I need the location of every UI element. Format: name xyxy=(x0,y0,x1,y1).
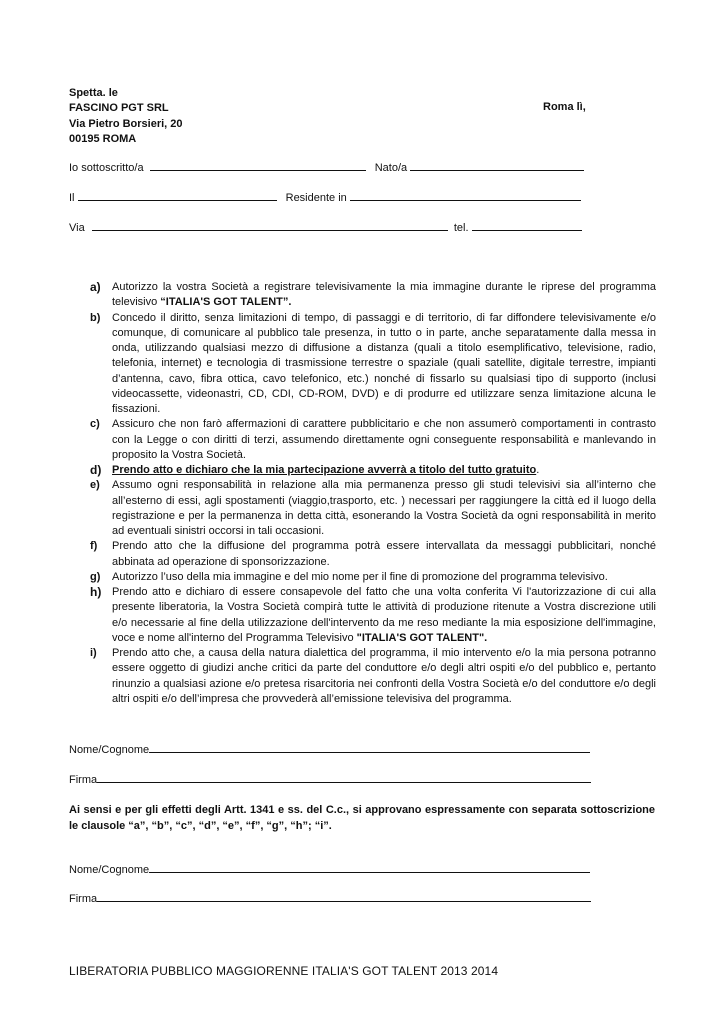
sign-label: Firma xyxy=(69,774,98,786)
clause-e xyxy=(90,478,656,539)
phone-field[interactable] xyxy=(472,220,582,231)
recipient-company: FASCINO PGT SRL xyxy=(69,102,169,115)
clause-text: Autorizzo l’uso della mia immagine e del mio nome per il fine di promozione del programma televisivo. xyxy=(112,570,608,583)
signature-name-line-2 xyxy=(69,862,590,876)
name-label: Nome/Cognome xyxy=(69,864,150,876)
undersigned-label: Io sottoscritto/a xyxy=(69,162,144,174)
sign-field[interactable] xyxy=(97,772,591,783)
clause-h xyxy=(90,585,656,646)
approval-text: Ai sensi e per gli effetti degli Artt. 1341 e ss. del C.c., si approvano espressamente con separata sottoscrizione le clausole “a”, “b”, “c”, “d”, “e”, “f”, “g”, “h”; “i”. xyxy=(69,804,655,832)
recipient-address xyxy=(69,86,183,147)
clause-text: Assumo ogni responsabilità in relazione alla mia permanenza presso gli studi televisivi sia all’interno che all’esterno di essi, agli spostamenti (viaggio,trasporto, etc. ) necessari per raggiungere la città ed il luogo della registrazione e per la permanenza in detta città, esonerando la Vostra Società da ogni responsabilità in merito ad eventuali sinistri occorsi in tali occasioni. xyxy=(112,479,656,537)
date-label: Il xyxy=(69,192,75,204)
clause-key: e) xyxy=(90,479,100,492)
name-field[interactable] xyxy=(149,862,590,873)
clause-b xyxy=(90,311,656,418)
sign-label: Firma xyxy=(69,893,98,905)
form-line-undersigned xyxy=(69,160,584,174)
clause-key: i) xyxy=(90,647,97,659)
clause-text: Prendo atto e dichiaro che la mia partecipazione avverrà a titolo del tutto gratuito. xyxy=(112,464,540,476)
date-field[interactable] xyxy=(78,190,277,201)
name-label: Nome/Cognome xyxy=(69,744,150,756)
clause-text: Prendo atto che, a causa della natura dialettica del programma, il mio intervento e/o la mia persona potranno essere oggetto di giudizi anche critici da parte del conduttore e/o degli altri ospiti e/o del pubblico e, pertanto rinunzio a qualsiasi azione e/o pretesa risarcitoria nei confronti della Vostra Società e/o del conduttore e/o degli altri ospiti e/o dell’impresa che provvederà all’emissione televisiva del programma. xyxy=(112,647,656,705)
clause-key: f) xyxy=(90,540,98,553)
born-field[interactable] xyxy=(410,160,584,171)
clause-key: c) xyxy=(90,418,100,431)
clause-a xyxy=(90,280,656,311)
street-label: Via xyxy=(69,222,85,234)
born-label: Nato/a xyxy=(374,162,408,174)
resident-label: Residente in xyxy=(285,192,347,204)
signature-sign-line-1 xyxy=(69,772,591,786)
clause-d xyxy=(90,463,656,478)
clause-i xyxy=(90,646,656,707)
clause-text: Autorizzo la vostra Società a registrare televisivamente la mia immagine durante le riprese del programma televisivo “ITALIA'S GOT TALENT”. xyxy=(112,281,656,309)
signature-sign-line-2 xyxy=(69,891,591,905)
phone-label: tel. xyxy=(453,222,469,234)
clauses-list xyxy=(90,280,656,707)
name-field[interactable] xyxy=(149,742,590,753)
signature-name-line-1 xyxy=(69,742,590,756)
undersigned-field[interactable] xyxy=(150,160,366,171)
clause-text: Prendo atto che la diffusione del programma potrà essere intervallata da messaggi pubblicitari, nonché abbinata ad operazione di sponsorizzazione. xyxy=(112,540,656,568)
place-date: Roma lì, xyxy=(543,101,586,113)
clause-key: g) xyxy=(90,570,101,583)
clause-key: b) xyxy=(90,311,101,324)
form-line-street xyxy=(69,220,582,234)
clause-g xyxy=(90,570,656,585)
clause-text: Prendo atto e dichiaro di essere consapevole del fatto che una volta conferita Vi l'autorizzazione di cui alla presente liberatoria, la Vostra Società compirà tutte le attività di produzione ritenute a Vostra discrezione utili e/o necessarie al fine della utilizzazione dell'intervento da me reso mediante la mia esposizione dell'immagine, voce e nome all'interno del Programma Televisivo "ITALIA'S GOT TALENT". xyxy=(112,586,656,644)
clause-key: a) xyxy=(90,280,101,294)
clause-f xyxy=(90,539,656,570)
document-footer: LIBERATORIA PUBBLICO MAGGIORENNE ITALIA'S GOT TALENT 2013 2014 xyxy=(69,964,499,978)
recipient-city: 00195 ROMA xyxy=(69,132,137,145)
clause-key: d) xyxy=(90,463,102,477)
clause-text: Assicuro che non farò affermazioni di carattere pubblicitario e che non assumerò comportamenti in contrasto con la Legge o con diritti di terzi, assumendo direttamente ogni conseguente responsabilità e manlevando in proposito la Vostra Società. xyxy=(112,418,656,461)
clause-c xyxy=(90,417,656,463)
recipient-street: Via Pietro Borsieri, 20 xyxy=(69,117,183,130)
sign-field[interactable] xyxy=(97,891,591,902)
street-field[interactable] xyxy=(92,220,448,231)
clause-text: Concedo il diritto, senza limitazioni di tempo, di passaggi e di territorio, di far diffondere televisivamente e/o comunque, di comunicare al pubblico tale presenza, in tutto o in parte, anche separatamente dalla messa in onda, utilizzando qualsiasi mezzo di diffusione a distanza (quali a titolo esemplificativo, televisione, radio, telefonia, internet) e tecnologia di trasmissione terrestre o spaziale (quali satellite, digitale terrestre, impianti d’antenna, cavo, fibra ottica, cavo telefonico, etc.) nonché di fissarlo su qualsiasi tipo di supporto (inclusi videocassette, videonastri, CD, CDI, CD-ROM, DVD) e di produrre ed utilizzare senza limitazione alcuna le fissazioni. xyxy=(112,311,656,415)
recipient-salutation: Spetta. le xyxy=(69,87,118,99)
resident-field[interactable] xyxy=(350,190,581,201)
clause-key: h) xyxy=(90,585,102,599)
form-line-date xyxy=(69,190,581,204)
